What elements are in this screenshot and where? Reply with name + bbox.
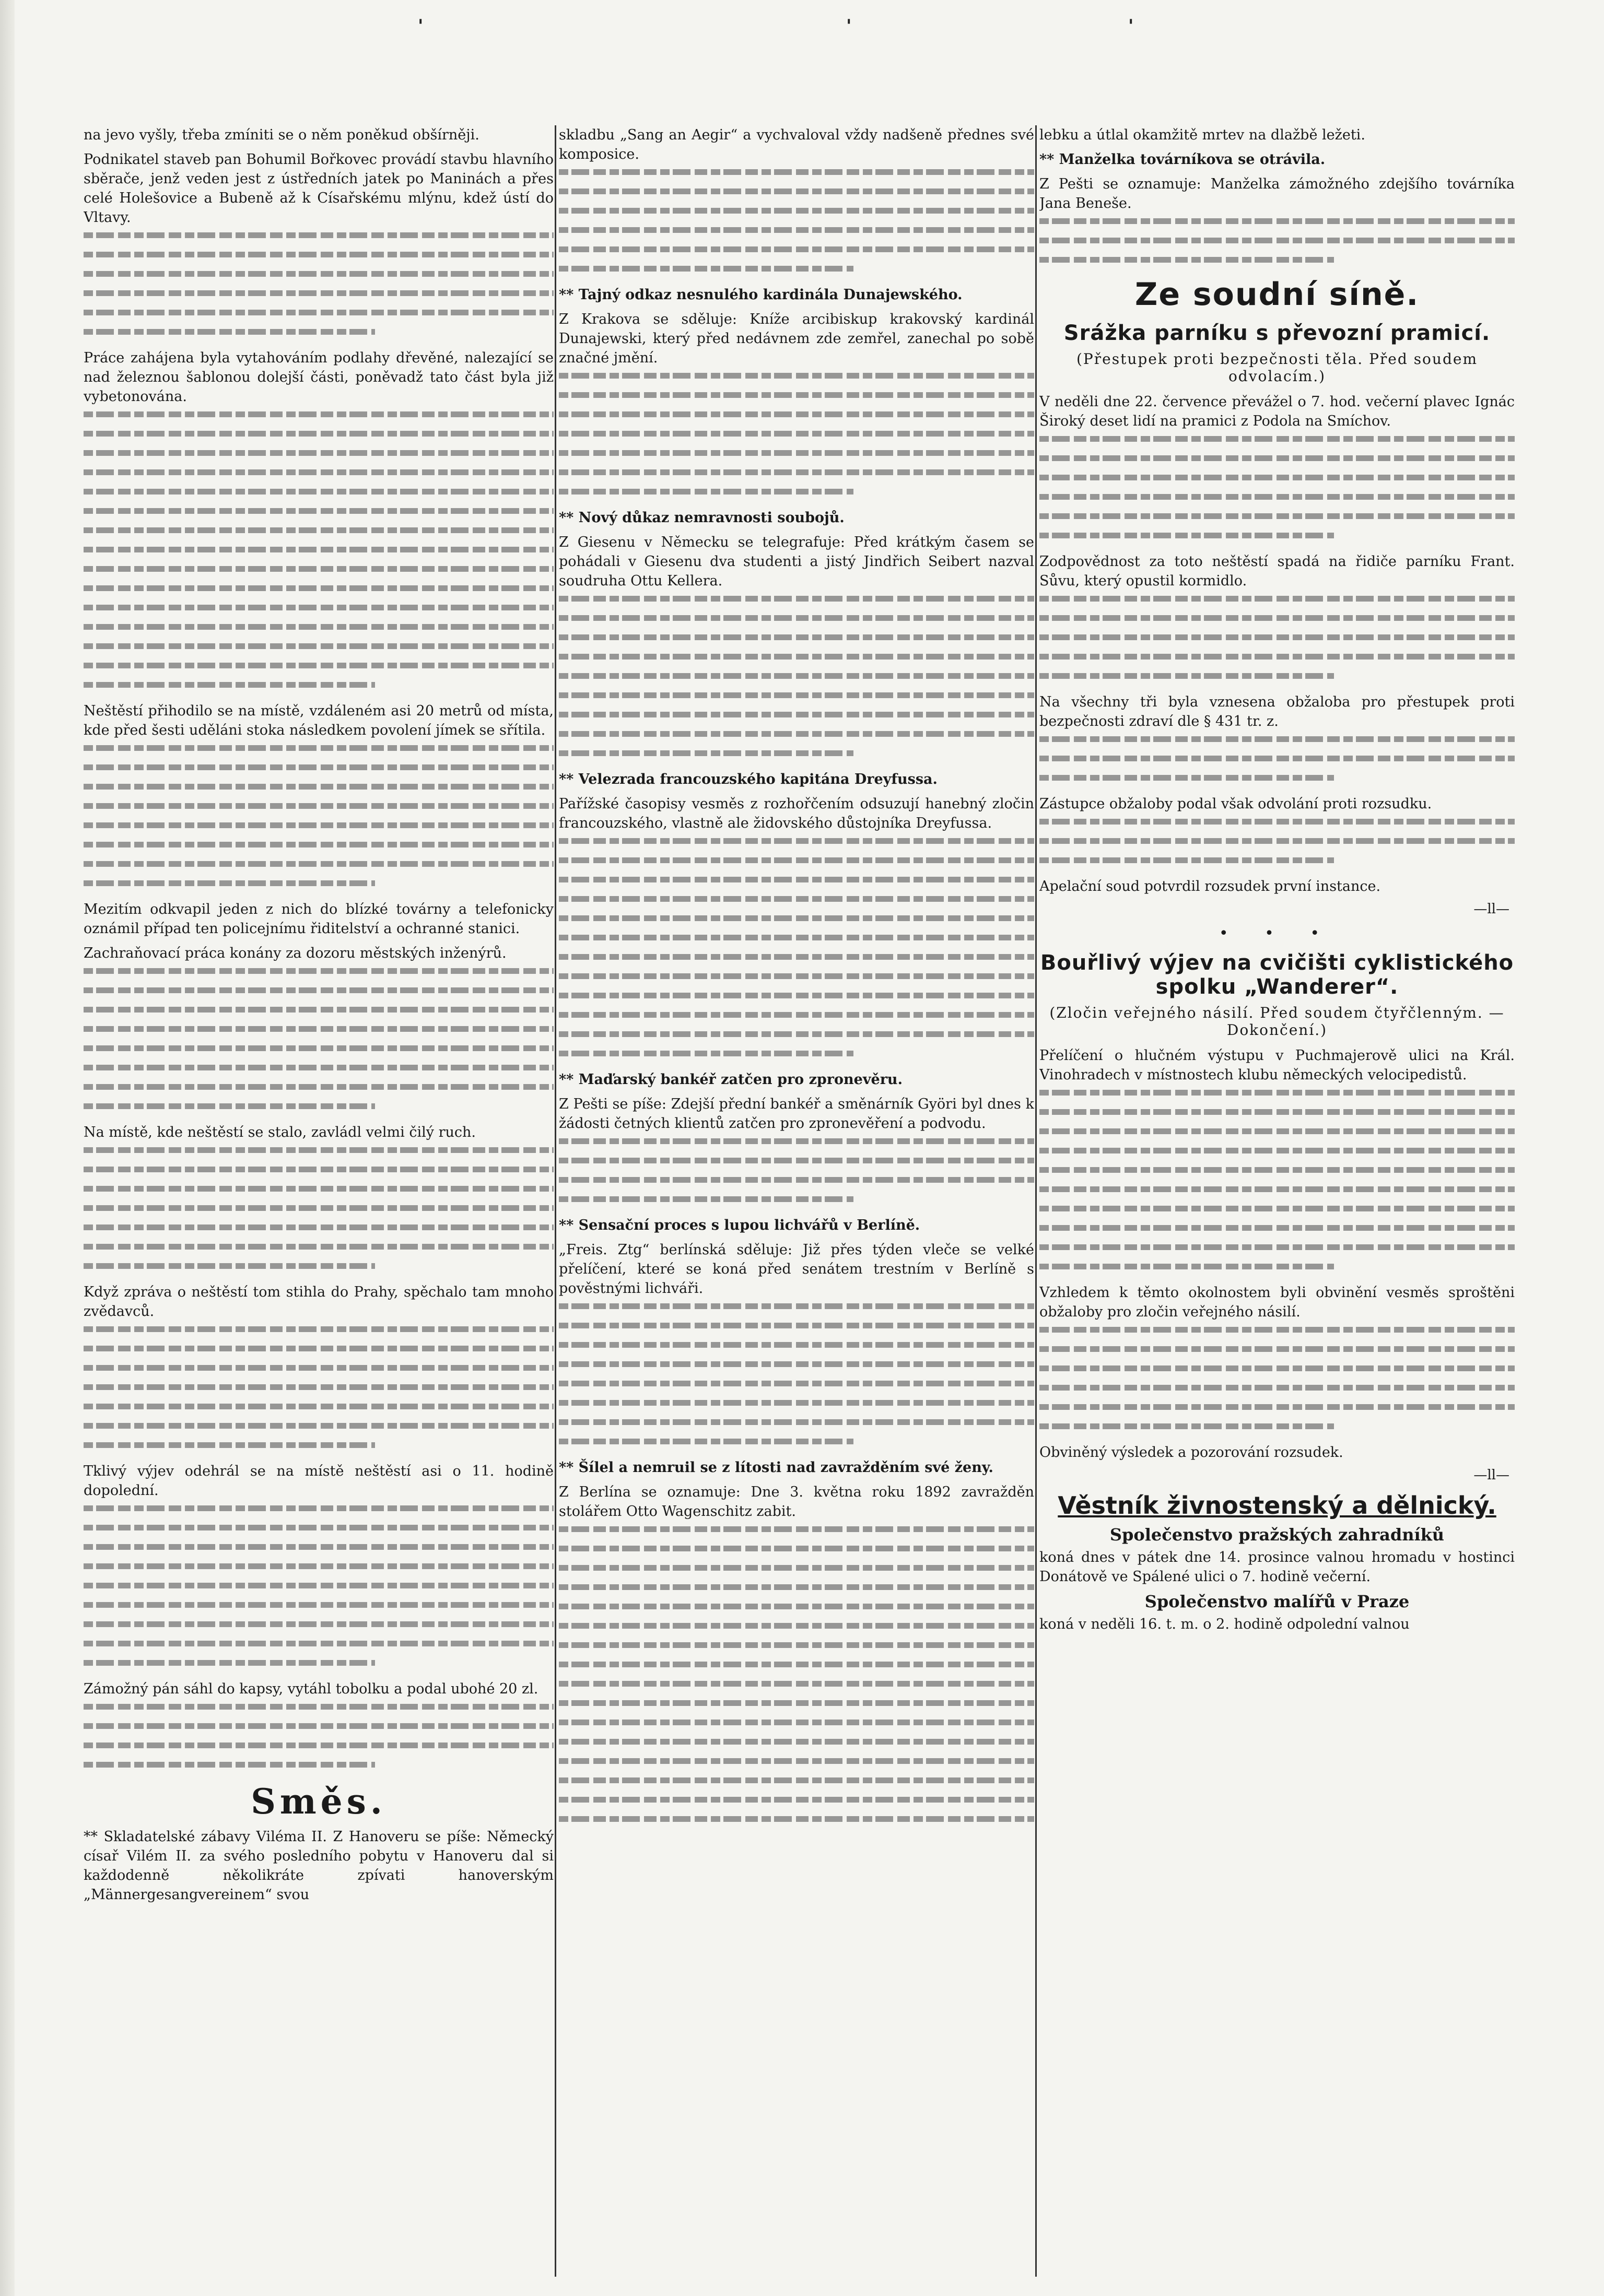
article-text: Apelační soud potvrdil rozsudek první instance. <box>1039 878 1381 894</box>
article-text: V neděli dne 22. července převážel o 7. hod. večerní plavec Ignác Široký deset lidí na pramici z Podola na Smíchov. <box>1039 394 1515 429</box>
article-text: Mezitím odkvapil jeden z nich do blízké továrny a telefonicky oznámil případ ten policejnímu řiditelství a ochranné stanici. <box>84 901 554 937</box>
illegible-text <box>559 838 1034 1056</box>
column-right <box>1039 125 1515 2277</box>
section-heading-vestnik: Věstník živnostenský a dělnický. <box>1058 1491 1496 1520</box>
article-signature: —ll— <box>1473 1467 1509 1483</box>
illegible-text <box>84 1326 554 1448</box>
headline: ** Sensační proces s lupou lichvářů v Berlíně. <box>559 1217 920 1233</box>
illegible-text <box>84 1704 554 1768</box>
article-text: Na místě, kde neštěstí se stalo, zavládl velmi čilý ruch. <box>84 1124 476 1140</box>
illegible-text <box>84 745 554 886</box>
headline: ** Maďarský bankéř zatčen pro zpronevěru. <box>559 1072 903 1088</box>
article-text: ** Skladatelské zábavy Viléma II. Z Hanoveru se píše: Německý císař Vilém II. za svého posledního pobytu v Hanoveru dal si každodenně několikráte zpívati hanoverským „Männergesangvereinem“ svou <box>84 1829 554 1903</box>
article-text: Pařížské časopisy vesměs z rozhořčením odsuzují hanebný zločin francouzského, vlastně ale židovského důstojníka Dreyfussa. <box>559 796 1034 831</box>
article-text: lebku a útlal okamžitě mrtev na dlažbě ležeti. <box>1039 127 1365 143</box>
illegible-text <box>1039 819 1515 863</box>
guild-heading: Společenstvo pražských zahradníků <box>1109 1525 1445 1545</box>
article-text: Z Pešti se píše: Zdejší přední bankéř a směnárník Györi byl dnes k žádosti četných klientů zatčen pro zpronevěření a podvodu. <box>559 1096 1034 1132</box>
article-heading <box>559 1458 1034 1477</box>
headline: ** Nový důkaz nemravnosti soubojů. <box>559 510 845 526</box>
article-text: Z Giesenu v Německu se telegrafuje: Před krátkým časem se pohádali v Giesenu dva studenti a jistý Jindřich Seibert nazval soudruha Ottu Kellera. <box>559 534 1034 589</box>
illegible-text <box>84 1505 554 1666</box>
article-text: Přelíčení o hlučném výstupu v Puchmajerově ulici na Král. Vinohradech v místnostech klubu německých velocipedistů. <box>1039 1047 1515 1083</box>
article-text: Zachraňovací práca konány za dozoru městských inženýrů. <box>84 945 507 961</box>
article-text: koná v neděli 16. t. m. o 2. hodině odpolední valnou <box>1039 1616 1410 1632</box>
illegible-text <box>559 596 1034 756</box>
scan-edge <box>0 0 15 2296</box>
article-text: Na všechny tři byla vznesena obžaloba pro přestupek proti bezpečnosti zdraví dle § 431 tr. z. <box>1039 694 1515 729</box>
ornament-dots: • • • <box>1219 924 1336 943</box>
article-text: Zodpovědnost za toto neštěstí spadá na řidiče parníku Frant. Sůvu, který opustil kormidlo. <box>1039 554 1515 589</box>
illegible-text <box>1039 596 1515 679</box>
court-subheading: Srážka parníku s převozní pramicí. <box>1063 321 1491 345</box>
section-heading-wanderer: Bouřlivý výjev na cvičišti cyklistického spolku „Wanderer“. <box>1040 951 1514 999</box>
article-text: Práce zahájena byla vytahováním podlahy dřevěné, nalezající se nad železnou šablonou dolejší části, poněvadž tato část byla již vybetonována. <box>84 350 554 405</box>
illegible-text <box>84 232 554 335</box>
article-heading <box>559 1070 1034 1089</box>
article-text: Z Krakova se sděluje: Kníže arcibiskup krakovský kardinál Dunajewski, který před nedávnem zde zemřel, zanechal po sobě značné jmění. <box>559 311 1034 366</box>
illegible-text <box>559 1526 1034 1822</box>
column-left <box>84 125 554 2277</box>
article-heading <box>559 1216 1034 1235</box>
article-text: Tklivý výjev odehrál se na místě neštěstí asi o 11. hodině dopolední. <box>84 1463 554 1499</box>
illegible-text <box>1039 218 1515 263</box>
headline: ** Velezrada francouzského kapitána Dreyfussa. <box>559 771 938 787</box>
page-mark: ' <box>418 16 424 37</box>
illegible-text <box>1039 436 1515 538</box>
article-text: Z Pešti se oznamuje: Manželka zámožného zdejšího továrníka Jana Beneše. <box>1039 176 1515 211</box>
column-rule <box>555 125 556 2277</box>
illegible-text <box>1039 1327 1515 1429</box>
article-heading <box>1039 150 1515 169</box>
page-mark: ' <box>846 16 852 37</box>
article-text: Neštěstí přihodilo se na místě, vzdáleném asi 20 metrů od místa, kde před šesti uděláni stoka následkem povolení jímek se sřítila. <box>84 703 554 738</box>
section-heading-court: Ze soudní síně. <box>1134 276 1420 313</box>
article-heading <box>559 285 1034 304</box>
guild-heading: Společenstvo malířů v Praze <box>1144 1592 1410 1611</box>
wanderer-note: (Zločin veřejného násilí. Před soudem čtyřčlenným. — Dokončení.) <box>1049 1004 1505 1039</box>
illegible-text <box>559 1303 1034 1444</box>
column-rule <box>1035 125 1037 2277</box>
illegible-text <box>84 968 554 1109</box>
article-text: Vzhledem k těmto okolnostem byli obvinění vesměs sproštěni obžaloby pro zločin veřejného násilí. <box>1039 1285 1515 1320</box>
illegible-text <box>559 169 1034 272</box>
page-mark: ' <box>1128 16 1134 37</box>
column-middle <box>559 125 1034 2277</box>
page-top-marks <box>0 16 1604 37</box>
article-text: Obviněný výsledek a pozorování rozsudek. <box>1039 1444 1343 1461</box>
article-text: Zástupce obžaloby podal však odvolání proti rozsudku. <box>1039 796 1432 812</box>
article-text: Zámožný pán sáhl do kapsy, vytáhl tobolku a podal ubohé 20 zl. <box>84 1681 538 1697</box>
court-note: (Přestupek proti bezpečnosti těla. Před soudem odvolacím.) <box>1076 350 1478 385</box>
illegible-text <box>1039 1090 1515 1269</box>
article-text: Podnikatel staveb pan Bohumil Bořkovec provádí stavbu hlavního sběrače, jenž veden jest z ústředních jatek po Maninách a přes celé Holešovice a Bubeně až k Císařskému mlýnu, kdež ústí do Vltavy. <box>84 151 554 226</box>
article-text: skladbu „Sang an Aegir“ a vychvaloval vždy nadšeně přednes své komposice. <box>559 127 1034 162</box>
headline: ** Šílel a nemruil se z lítosti nad zavražděním své ženy. <box>559 1459 993 1476</box>
illegible-text <box>559 1138 1034 1202</box>
article-text: „Freis. Ztg“ berlínská sděluje: Již přes týden vleče se velké přelíčení, které se koná před senátem trestním v Berlíně s pověstnými lichváři. <box>559 1242 1034 1297</box>
illegible-text <box>559 373 1034 494</box>
article-text: Když zpráva o neštěstí tom stihla do Prahy, spěchalo tam mnoho zvědavců. <box>84 1284 554 1320</box>
illegible-text <box>84 411 554 688</box>
article-text: na jevo vyšly, třeba zmíniti se o něm poněkud obšírněji. <box>84 127 479 143</box>
article-text: koná dnes v pátek dne 14. prosince valnou hromadu v hostinci Donátově ve Spálené ulici o 7. hodině večerní. <box>1039 1549 1515 1585</box>
illegible-text <box>1039 736 1515 781</box>
article-signature: —ll— <box>1473 901 1509 917</box>
illegible-text <box>84 1147 554 1269</box>
headline: ** Tajný odkaz nesnulého kardinála Dunajewského. <box>559 287 963 303</box>
headline: ** Manželka továrníkova se otrávila. <box>1039 151 1326 168</box>
article-heading <box>559 770 1034 789</box>
article-heading <box>559 508 1034 527</box>
article-text: Z Berlína se oznamuje: Dne 3. května roku 1892 zavražděn stolářem Otto Wagenschitz zabit. <box>559 1484 1034 1520</box>
section-heading-smes: Směs. <box>251 1781 387 1822</box>
